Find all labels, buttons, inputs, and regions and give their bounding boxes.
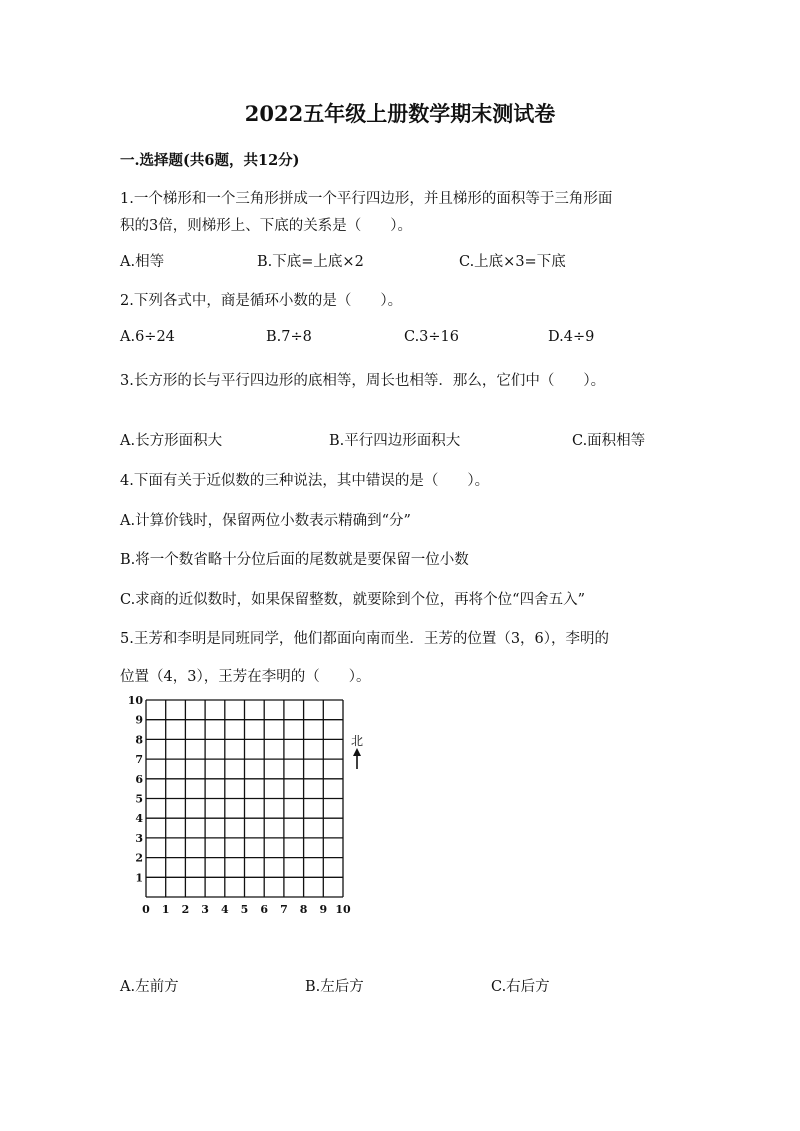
grid-y-label: 6: [135, 772, 143, 786]
grid-y-label: 1: [135, 871, 143, 885]
question-4-option-c[interactable]: C.求商的近似数时，如果保留整数，就要除到个位，再将个位“四舍五入”: [120, 592, 586, 608]
grid-x-label: 0: [142, 903, 150, 916]
grid-x-label: 1: [161, 903, 170, 916]
grid-x-label: 8: [299, 903, 308, 916]
north-arrow-icon: [353, 748, 361, 756]
grid-y-label: 9: [135, 713, 143, 727]
question-1-option-c[interactable]: C.上底×3=下底: [459, 254, 566, 270]
question-4-option-a[interactable]: A.计算价钱时，保留两位小数表示精确到“分”: [120, 513, 411, 529]
question-5-text-line-1: 5.王芳和李明是同班同学，他们都面向南而坐．王芳的位置（3，6），李明的: [120, 631, 610, 647]
grid-y-label: 5: [135, 792, 143, 806]
question-4-option-b[interactable]: B.将一个数省略十分位后面的尾数就是要保留一位小数: [120, 552, 469, 568]
coordinate-grid-figure: [125, 694, 375, 933]
grid-y-label: 3: [135, 831, 143, 845]
question-1-option-b[interactable]: B.下底=上底×2: [257, 254, 364, 270]
question-3-option-a[interactable]: A.长方形面积大: [120, 433, 223, 449]
grid-x-label: 7: [280, 903, 288, 916]
question-2-option-b[interactable]: B.7÷8: [266, 329, 312, 345]
question-5-option-b[interactable]: B.左后方: [305, 979, 364, 995]
grid-x-label: 9: [319, 903, 328, 916]
question-2-option-a[interactable]: A.6÷24: [120, 329, 175, 345]
question-3-option-c[interactable]: C.面积相等: [572, 433, 646, 449]
question-1-text-line-2: 积的3倍，则梯形上、下底的关系是（ ）。: [120, 218, 412, 234]
grid-y-label: 8: [135, 733, 143, 747]
grid-y-label: 7: [135, 753, 143, 767]
grid-y-label: 10: [127, 694, 143, 707]
question-3-option-b[interactable]: B.平行四边形面积大: [329, 433, 461, 449]
grid-x-label: 10: [335, 903, 351, 916]
question-3-text: 3.长方形的长与平行四边形的底相等，周长也相等．那么，它们中（ ）。: [120, 373, 606, 389]
grid-x-label: 3: [201, 903, 209, 916]
question-1-option-a[interactable]: A.相等: [120, 254, 165, 270]
page-title: 2022五年级上册数学期末测试卷: [244, 101, 556, 126]
question-5-option-c[interactable]: C.右后方: [491, 979, 550, 995]
grid-x-label: 2: [181, 903, 190, 916]
grid-y-label: 2: [135, 851, 143, 865]
question-5-option-a[interactable]: A.左前方: [120, 979, 179, 995]
question-2-option-c[interactable]: C.3÷16: [404, 329, 460, 345]
north-label: 北: [350, 734, 364, 748]
question-5-text-line-2: 位置（4，3），王芳在李明的（ ）。: [120, 669, 371, 685]
grid-y-label: 4: [135, 812, 143, 826]
question-4-text: 4.下面有关于近似数的三种说法，其中错误的是（ ）。: [120, 473, 490, 489]
grid-x-label: 4: [220, 903, 229, 916]
question-2-option-d[interactable]: D.4÷9: [548, 329, 595, 345]
question-1-text-line-1: 1.一个梯形和一个三角形拼成一个平行四边形，并且梯形的面积等于三角形面: [120, 191, 613, 207]
grid-x-label: 6: [260, 903, 269, 916]
section-heading: 一.选择题(共6题，共12分): [120, 152, 300, 169]
grid-x-label: 5: [240, 903, 249, 916]
question-2-text: 2.下列各式中，商是循环小数的是（ ）。: [120, 293, 403, 309]
coordinate-grid: [125, 694, 375, 933]
